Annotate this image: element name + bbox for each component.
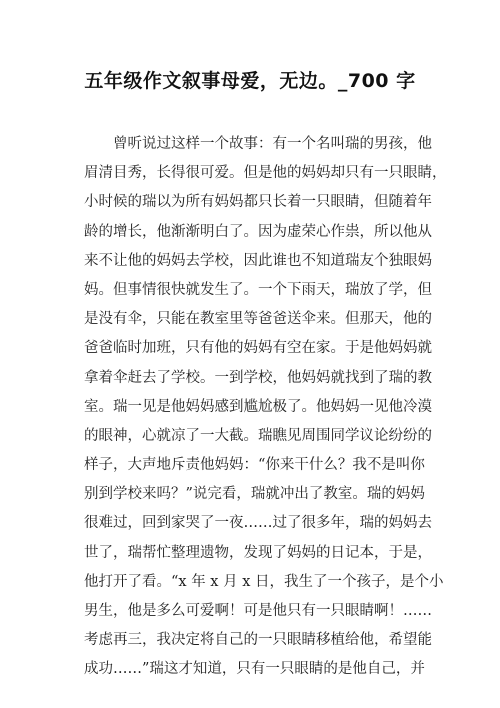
body-line: 爸爸临时加班，只有他的妈妈有空在家。于是他妈妈就 bbox=[84, 340, 432, 357]
body-line: 是没有伞，只能在教室里等爸爸送伞来。但那天，他的 bbox=[84, 311, 432, 328]
body-line: 小时候的瑞以为所有妈妈都只长着一只眼睛，但随着年 bbox=[84, 194, 432, 211]
document-body bbox=[84, 130, 447, 685]
body-line: 样子，大声地斥责他妈妈：“你来干什么？我不是叫你 bbox=[84, 457, 425, 474]
body-line: 拿着伞赶去了学校。一到学校，他妈妈就找到了瑞的教 bbox=[84, 369, 432, 386]
body-line: 龄的增长，他渐渐明白了。因为虚荣心作祟，所以他从 bbox=[84, 223, 432, 240]
body-line: 别到学校来吗？”说完看，瑞就冲出了教室。瑞的妈妈 bbox=[84, 486, 425, 503]
body-line: 妈。但事情很快就发生了。一个下雨天，瑞放了学，但 bbox=[84, 281, 432, 298]
document-title: 五年级作文叙事母爱，无边。_700 字 bbox=[84, 70, 416, 92]
body-line: 考虑再三，我决定将自己的一只眼睛移植给他，希望能 bbox=[84, 632, 432, 649]
body-line: 的眼神，心就凉了一大截。瑞瞧见周围同学议论纷纷的 bbox=[84, 427, 432, 444]
body-line: 他打开了看。“x 年 x 月 x 日，我生了一个孩子，是个小 bbox=[84, 573, 444, 590]
body-line: 曾听说过这样一个故事：有一个名叫瑞的男孩，他 bbox=[84, 136, 432, 152]
body-line: 来不让他的妈妈去学校，因此谁也不知道瑞友个独眼妈 bbox=[84, 252, 432, 269]
body-line: 成功……”瑞这才知道，只有一只眼睛的是他自己，并 bbox=[84, 661, 425, 678]
body-line: 男生，他是多么可爱啊！可是他只有一只眼睛啊！…… bbox=[84, 603, 432, 619]
body-line: 很难过，回到家哭了一夜……过了很多年，瑞的妈妈去 bbox=[84, 515, 432, 532]
body-line: 室。瑞一见是他妈妈感到尴尬极了。他妈妈一见他冷漠 bbox=[84, 398, 432, 415]
body-line: 世了，瑞帮忙整理遗物，发现了妈妈的日记本，于是， bbox=[84, 544, 432, 561]
body-line: 眉清目秀，长得很可爱。但是他的妈妈却只有一只眼睛， bbox=[84, 165, 447, 182]
